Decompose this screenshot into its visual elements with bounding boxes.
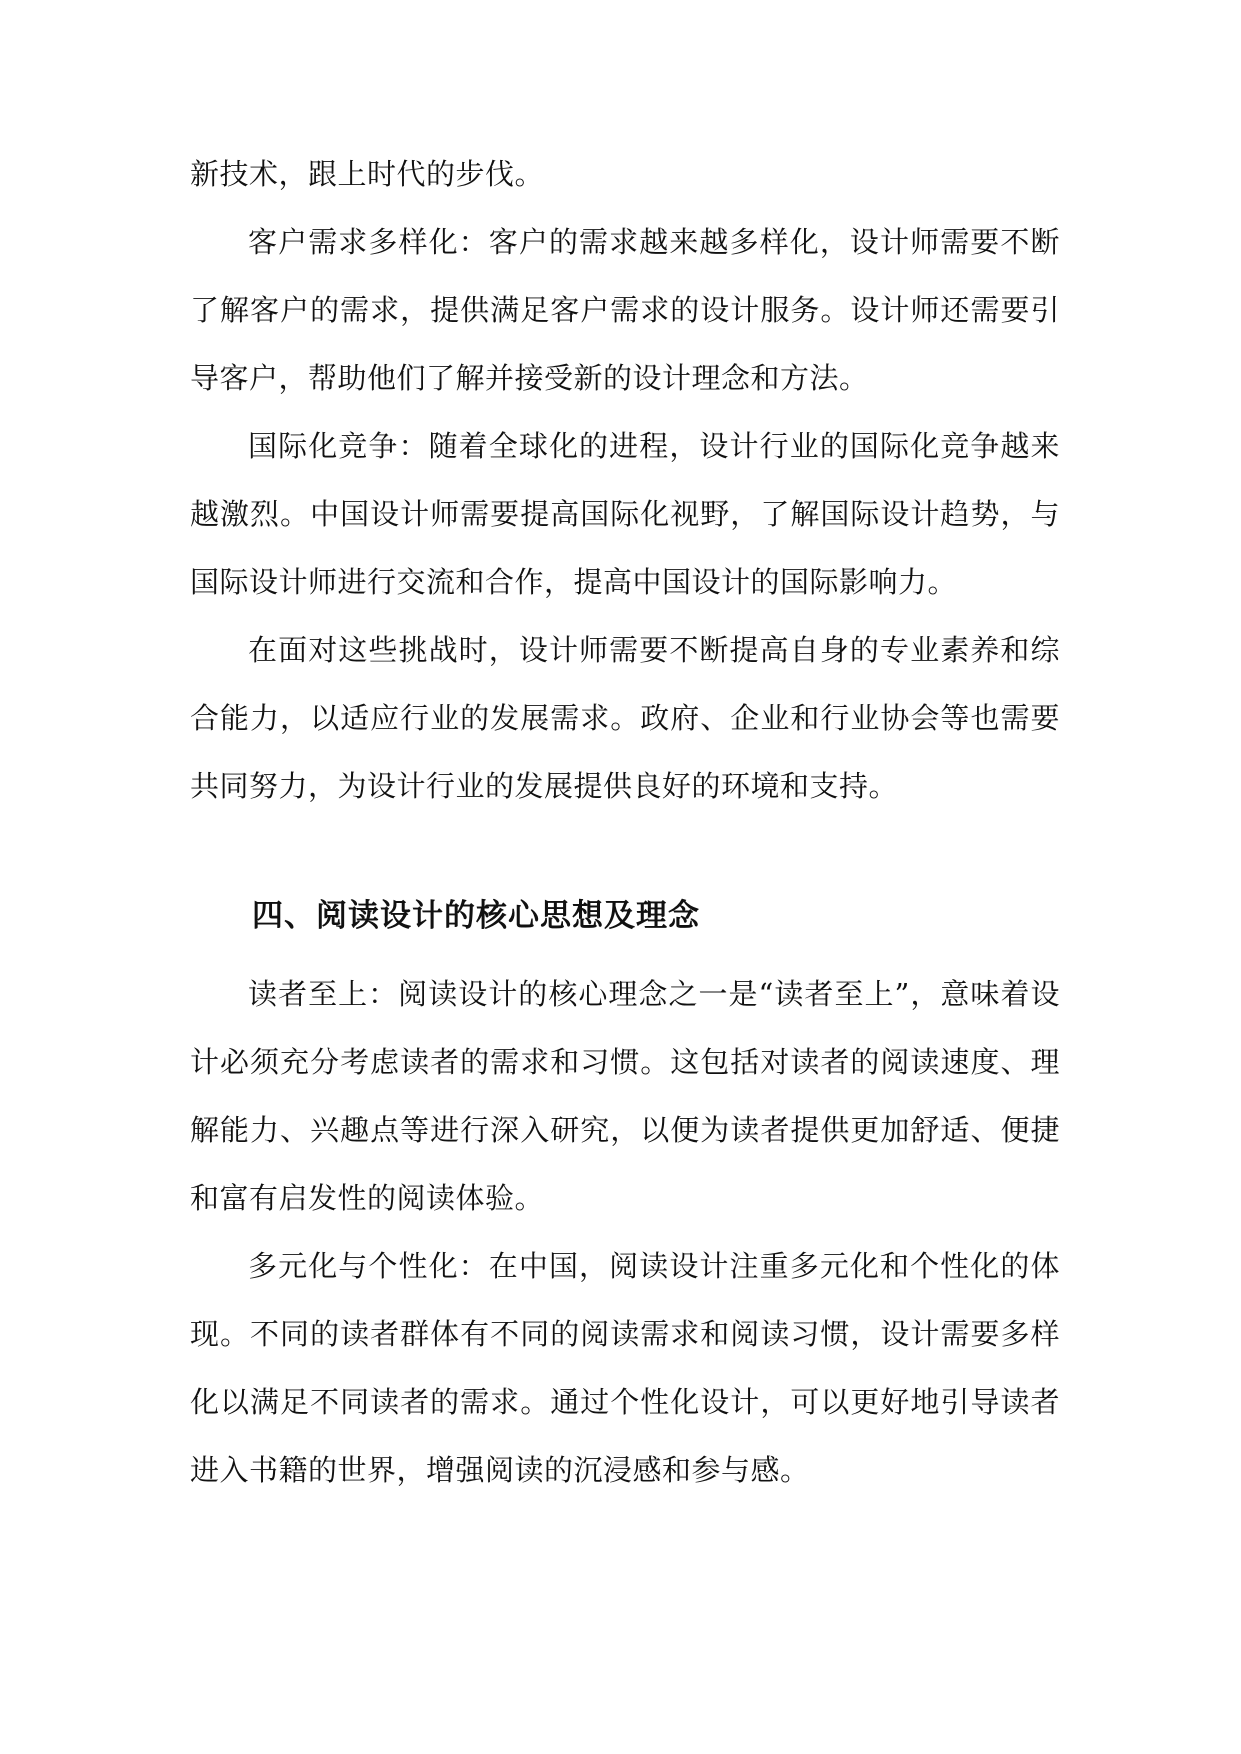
page-content xyxy=(190,140,1060,1504)
paragraph-continuation: 新技术，跟上时代的步伐。 xyxy=(190,157,545,191)
paragraph-reader-first: 读者至上：阅读设计的核心理念之一是“读者至上”，意味着设计必须充分考虑读者的需求和习惯。这包括对读者的阅读速度、理解能力、兴趣点等进行深入研究，以便为读者提供更加舒适、便捷和富有启发性的阅读体验。 xyxy=(190,977,1060,1215)
paragraph-international-competition: 国际化竞争：随着全球化的进程，设计行业的国际化竞争越来越激烈。中国设计师需要提高国际化视野，了解国际设计趋势，与国际设计师进行交流和合作，提高中国设计的国际影响力。 xyxy=(190,429,1060,599)
paragraph-facing-challenges: 在面对这些挑战时，设计师需要不断提高自身的专业素养和综合能力，以适应行业的发展需求。政府、企业和行业协会等也需要共同努力，为设计行业的发展提供良好的环境和支持。 xyxy=(190,633,1060,803)
paragraph-diversity-personalization: 多元化与个性化：在中国，阅读设计注重多元化和个性化的体现。不同的读者群体有不同的阅读需求和阅读习惯，设计需要多样化以满足不同读者的需求。通过个性化设计，可以更好地引导读者进入书籍的世界，增强阅读的沉浸感和参与感。 xyxy=(190,1249,1060,1487)
section-heading: 四、阅读设计的核心思想及理念 xyxy=(252,898,700,934)
paragraph-customer-needs: 客户需求多样化：客户的需求越来越多样化，设计师需要不断了解客户的需求，提供满足客户需求的设计服务。设计师还需要引导客户，帮助他们了解并接受新的设计理念和方法。 xyxy=(190,225,1060,395)
